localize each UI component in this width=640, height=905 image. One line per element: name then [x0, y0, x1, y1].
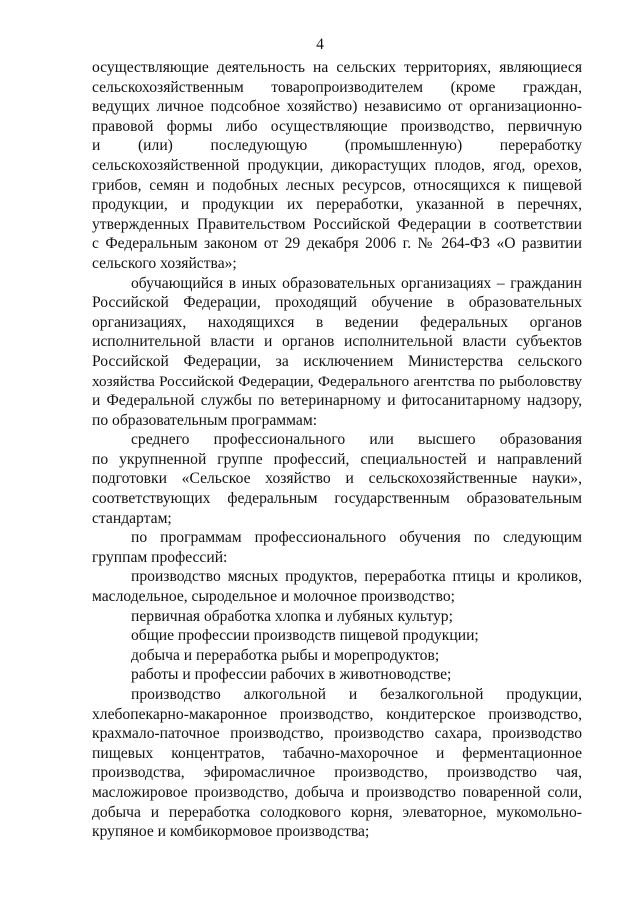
text-line: производство алкогольной и безалкогольной продукции,: [131, 686, 582, 703]
text-line: группам профессий:: [92, 548, 228, 566]
text-line: сельскохозяйственным товаропроизводителем (кроме граждан,: [92, 78, 582, 96]
text-line: общие профессии производств пищевой продукции;: [131, 627, 479, 645]
text-line: и (или) последующую (промышленную) переработку: [92, 137, 582, 155]
text-line: организациях, находящихся в ведении федеральных органов: [92, 313, 582, 331]
text-line: ведущих личное подсобное хозяйство) независимо от организационно-: [92, 98, 582, 116]
text-line: по укрупненной группе профессий, специальностей и направлений: [92, 450, 582, 468]
text-line: продукции, и продукции их переработки, указанной в перечнях,: [92, 196, 582, 214]
text-line: грибов, семян и подобных лесных ресурсов, относящихся к пищевой: [92, 176, 582, 194]
text-line: соответствующих федеральным государственным образовательным: [92, 490, 582, 508]
text-line: первичная обработка хлопка и лубяных культур;: [131, 607, 453, 625]
text-line: крахмало-паточное производство, производство сахара, производство: [92, 725, 582, 743]
text-line: маслодельное, сыродельное и молочное производство;: [92, 588, 455, 606]
text-line: сельскохозяйственной продукции, дикорастущих плодов, ягод, орехов,: [92, 156, 582, 174]
document-body: [92, 58, 582, 842]
text-line: пищевых концентратов, табачно-махорочное и ферментационное: [92, 744, 582, 762]
text-line: хлебопекарно-макаронное производство, кондитерское производство,: [92, 705, 582, 723]
text-line: добыча и переработка солодкового корня, элеваторное, мукомольно-: [92, 803, 582, 821]
text-line: правовой формы либо осуществляющие производство, первичную: [92, 117, 582, 135]
text-line: исполнительной власти и органов исполнительной власти субъектов: [92, 333, 582, 351]
text-line: хозяйства Российской Федерации, Федерального агентства по рыболовству: [92, 372, 582, 390]
text-line: сельского хозяйства»;: [92, 254, 237, 272]
text-line: утвержденных Правительством Российской Федерации в соответствии: [92, 215, 582, 233]
text-line: Российской Федерации, за исключением Министерства сельского: [92, 352, 582, 370]
text-line: добыча и переработка рыбы и морепродуктов;: [131, 646, 440, 664]
text-line: с Федеральным законом от 29 декабря 2006 г. № 264-ФЗ «О развитии: [92, 235, 582, 253]
text-line: обучающийся в иных образовательных организациях – гражданин: [131, 274, 582, 292]
text-line: производства, эфиромасличное производство, производство чая,: [92, 764, 582, 782]
text-line: осуществляющие деятельность на сельских территориях, являющиеся: [92, 59, 582, 76]
text-line: производство мясных продуктов, переработка птицы и кроликов,: [131, 568, 582, 586]
page-number: 4: [316, 36, 324, 53]
text-line: работы и профессии рабочих в животноводстве;: [131, 666, 452, 684]
text-line: масложировое производство, добыча и производство поваренной соли,: [92, 783, 582, 801]
text-line: Российской Федерации, проходящий обучение в образовательных: [92, 294, 582, 312]
text-line: среднего профессионального или высшего образования: [131, 431, 582, 449]
text-line: и Федеральной службы по ветеринарному и фитосанитарному надзору,: [92, 392, 582, 410]
text-line: по программам профессионального обучения по следующим: [131, 529, 582, 547]
text-line: крупяное и комбикормовое производства;: [92, 823, 370, 841]
text-line: подготовки «Сельское хозяйство и сельскохозяйственные науки»,: [92, 470, 582, 488]
text-line: стандартам;: [92, 509, 172, 527]
text-line: по образовательным программам:: [92, 411, 318, 429]
